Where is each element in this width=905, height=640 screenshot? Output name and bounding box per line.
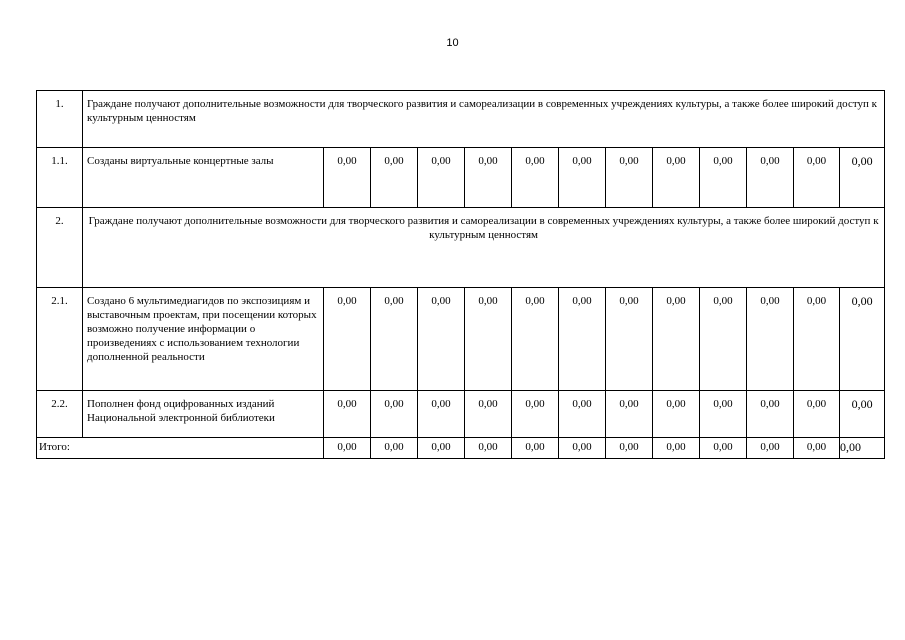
row-name: Создано 6 мультимедиагидов по экспозициям и выставочным проектам, при посещении которых возможно получение информации о произведениях с использованием технологии дополненной реальности [83, 288, 324, 391]
value-cell: 0,00 [465, 288, 512, 391]
total-value-cell: 0,00 [418, 438, 465, 459]
section-heading: Граждане получают дополнительные возможности для творческого развития и самореализации в современных учреждениях культуры, а также более широкий доступ к культурным ценностям [83, 91, 885, 148]
value-cell: 0,00 [371, 391, 418, 438]
value-cell: 0,00 [653, 148, 700, 208]
row-number: 2.1. [37, 288, 83, 391]
value-cell: 0,00 [606, 148, 653, 208]
value-cell: 0,00 [324, 288, 371, 391]
value-cell: 0,00 [324, 148, 371, 208]
total-value-cell: 0,00 [512, 438, 559, 459]
value-cell-total: 0,00 [840, 148, 885, 208]
value-cell: 0,00 [653, 391, 700, 438]
total-value-cell: 0,00 [606, 438, 653, 459]
value-cell: 0,00 [418, 288, 465, 391]
value-cell: 0,00 [794, 288, 840, 391]
total-value-cell: 0,00 [371, 438, 418, 459]
table-row [37, 288, 885, 391]
section-number: 2. [37, 208, 83, 288]
total-value-cell: 0,00 [465, 438, 512, 459]
value-cell: 0,00 [747, 288, 794, 391]
total-value-cell: 0,00 [747, 438, 794, 459]
value-cell: 0,00 [700, 288, 747, 391]
value-cell: 0,00 [371, 148, 418, 208]
total-value-cell: 0,00 [700, 438, 747, 459]
row-number: 1.1. [37, 148, 83, 208]
value-cell: 0,00 [418, 391, 465, 438]
total-value-cell: 0,00 [559, 438, 606, 459]
row-number: 2.2. [37, 391, 83, 438]
row-name: Пополнен фонд оцифрованных изданий Национальной электронной библиотеки [83, 391, 324, 438]
value-cell: 0,00 [747, 148, 794, 208]
table-row [37, 148, 885, 208]
page-number: 10 [446, 37, 459, 49]
value-cell: 0,00 [559, 391, 606, 438]
value-cell: 0,00 [559, 148, 606, 208]
section-row [37, 91, 885, 148]
total-value-cell: 0,00 [653, 438, 700, 459]
value-cell: 0,00 [653, 288, 700, 391]
value-cell: 0,00 [794, 391, 840, 438]
value-cell: 0,00 [512, 391, 559, 438]
section-row [37, 208, 885, 288]
row-name: Созданы виртуальные концертные залы [83, 148, 324, 208]
total-row [37, 438, 885, 459]
value-cell: 0,00 [747, 391, 794, 438]
value-cell: 0,00 [700, 391, 747, 438]
value-cell-total: 0,00 [840, 288, 885, 391]
total-value-cell: 0,00 [794, 438, 840, 459]
section-number: 1. [37, 91, 83, 148]
value-cell: 0,00 [559, 288, 606, 391]
value-cell: 0,00 [371, 288, 418, 391]
budget-table [36, 90, 885, 459]
section-heading: Граждане получают дополнительные возможности для творческого развития и самореализации в современных учреждениях культуры, а также более широкий доступ к культурным ценностям [83, 208, 885, 288]
value-cell: 0,00 [606, 391, 653, 438]
value-cell: 0,00 [794, 148, 840, 208]
value-cell: 0,00 [465, 148, 512, 208]
value-cell: 0,00 [512, 288, 559, 391]
grand-total-cell: 0,00 [840, 438, 885, 459]
value-cell: 0,00 [465, 391, 512, 438]
value-cell: 0,00 [512, 148, 559, 208]
table-row [37, 391, 885, 438]
total-label: Итого: [37, 438, 324, 459]
total-value-cell: 0,00 [324, 438, 371, 459]
value-cell: 0,00 [606, 288, 653, 391]
value-cell: 0,00 [700, 148, 747, 208]
value-cell: 0,00 [324, 391, 371, 438]
value-cell-total: 0,00 [840, 391, 885, 438]
value-cell: 0,00 [418, 148, 465, 208]
